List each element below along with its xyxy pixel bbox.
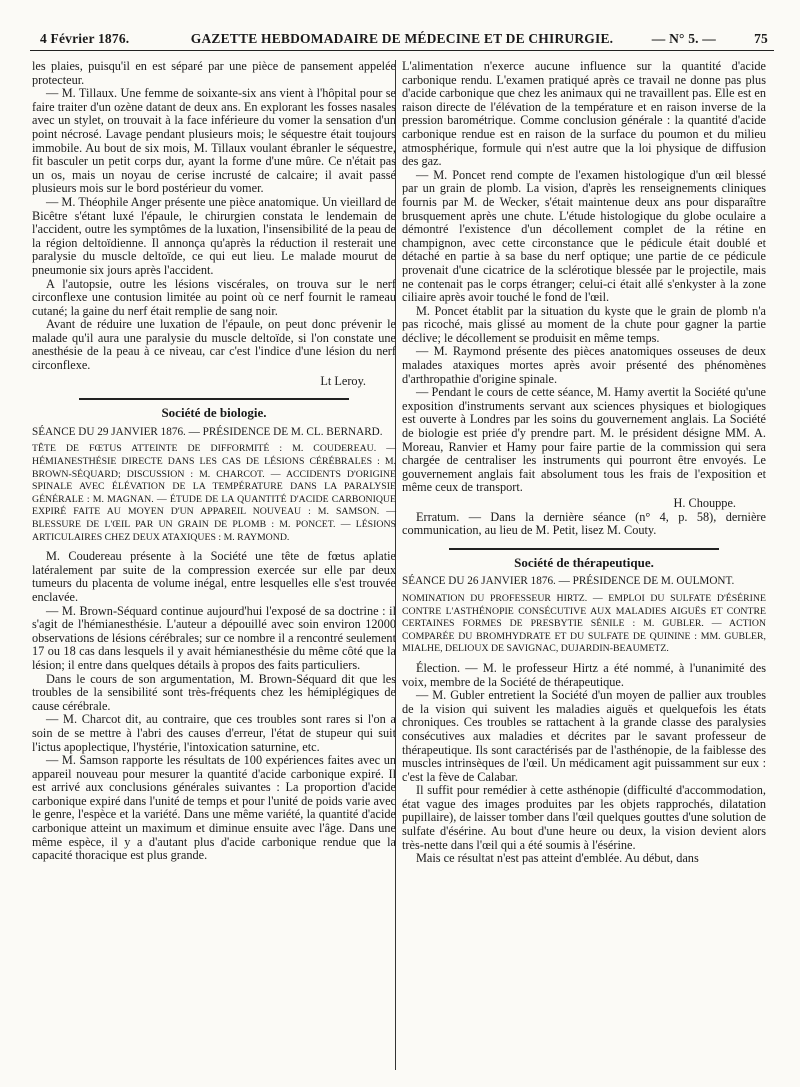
paragraph: Avant de réduire une luxation de l'épaule, on peut donc prévenir le malade qu'il aura une paralysie du muscle deltoïde, si l'on constate une anesthésie de la peau à ce niveau, car c'est l'indice d'une lésion du nerf circonflexe. [32,317,396,373]
paragraph: — M. Théophile Anger présente une pièce anatomique. Un vieillard de Bicêtre s'étant luxé l'épaule, le chirurgien constata le lendemain de l'accident, outre les symptômes de la luxation, l'insensibilité de la peau de la région deltoïdienne. Il annonça qu'après la réduction il resterait une paralysie du muscle deltoïde, ce qui eut lieu. Le malade mourut de pneumonie six jours après l'accident. [32,194,396,277]
left-column [32,60,396,863]
author-signature: Lt Leroy. [320,373,366,388]
paragraph: — M. Tillaux. Une femme de soixante-six ans vient à l'hôpital pour se faire traiter d'un ozène datant de deux ans. En explorant les fosses nasales avec un stylet, on trouvait à la face inférieure du vomer la sensation d'un point nécrosé. Lavage pendant plusieurs mois; le séquestre était toujours immobile. Au bout de six mois, M. Tillaux voulant ébranler le séquestre, fit basculer un petit corps dur, ayant la forme d'une mûre. Ce n'était pas un os, mais un noyau de cerise incrusté de calcaire; il avait passé plusieurs mois sur le bord postérieur du vomer. [32,86,396,196]
paragraph: Il suffit pour remédier à cette asthénopie (difficulté d'accommodation, état vague des images produites par les objets rapprochés, dilatation pupillaire), de laisser tomber dans l'œil quelques gouttes d'une solution de sulfate d'ésérine. Au bout d'une heure ou deux, la vision devient alors très-nette dans l'œil qui a été soumis à l'ésérine. [402,783,766,852]
right-column [402,60,766,866]
author-signature: H. Chouppe. [673,496,736,510]
issue-number: — N° 5. — [651,31,716,46]
section-rule [449,548,719,550]
paragraph: — M. Charcot dit, au contraire, que ces troubles sont rares si l'on a soin de se mettre à l'abri des causes d'erreur, l'état de stupeur qui suit l'ictus apoplectique, l'hystérie, l'intoxication saturnine, etc. [32,712,396,754]
paragraph: — M. Gubler entretient la Société d'un moyen de pallier aux troubles de la vision qui suivent les maladies aiguës et quelquefois les états chroniques. Ces troubles se rattachent à la grande classe des paralysies consécutives aux maladies et décrites par le savant professeur de thérapeutique. Ils sont caractérisés par de l'asthénopie, de la faiblesse des muscles intrinsèques de l'œil. Un médicament agit puissamment sur eux : c'est la fève de Calabar. [402,688,766,784]
session-line: SÉANCE DU 26 JANVIER 1876. — PRÉSIDENCE DE M. OULMONT. [402,575,735,588]
section-title: Société de biologie. [161,405,267,421]
session-line: SÉANCE DU 29 JANVIER 1876. — PRÉSIDENCE DE M. CL. BERNARD. [32,425,383,438]
session-summary: TÊTE DE FŒTUS ATTEINTE DE DIFFORMITÉ : M. COUDEREAU. — HÉMIANESTHÉSIE DIRECTE DANS LES CAS DE LÉSIONS CÉRÉBRALES : M. BROWN-SÉQUARD; DISCUSSION : M. CHARCOT. — ACCIDENTS D'ORIGINE SPINALE AVEC ÉLÉVATION DE LA TEMPÉRATURE DANS LA PARALYSIE GÉNÉRALE : M. MAGNAN. — ÉTUDE DE LA QUANTITÉ D'ACIDE CARBONIQUE EXPIRÉ FAITE AU MOYEN D'UN APPAREIL NOUVEAU : M. SAMSON. — BLESSURE DE L'ŒIL PAR UN GRAIN DE PLOMB : M. PONCET. — LÉSIONS ARTICULAIRES CHEZ DEUX ATAXIQUES : M. RAYMOND. [32,443,396,543]
paragraph: M. Poncet établit par la situation du kyste que le grain de plomb n'a pas ricoché, mais glissé au moment de la chute pour gagner la partie déclive; le décollement se produisit en même temps. [402,303,766,345]
paragraph: les plaies, puisqu'il en est séparé par une pièce de pansement appelée protecteur. [32,59,396,87]
paragraph: Élection. — M. le professeur Hirtz a été nommé, à l'unanimité des voix, membre de la Société de thérapeutique. [402,660,766,689]
paragraph: Mais ce résultat n'est pas atteint d'emblée. Au début, dans [416,851,699,866]
section-title: Société de thérapeutique. [514,554,654,570]
paragraph: — M. Raymond présente des pièces anatomiques osseuses de deux malades ataxiques mortes après avoir présenté des phénomènes d'arthropathie d'origine spinale. [402,344,766,386]
paragraph: A l'autopsie, outre les lésions viscérales, on trouva sur le nerf circonflexe une contusion limitée au point où ce nerf fournit le rameau cutané; la gaine du nerf était remplie de sang noir. [32,276,396,318]
paragraph: — Pendant le cours de cette séance, M. Hamy avertit la Société qu'une exposition d'instruments servant aux sciences physiques et biologiques est ouverte à Londres par les soins du gouvernement anglais. La Société de biologie est priée d'y prendre part. M. le président désigne MM. A. Moreau, Ranvier et Hamy pour faire partie de la commission qui sera chargée de centraliser les instruments qui pourront être envoyés. Le gouvernement anglais fait absolument tous les frais de l'exposition et même ceux de transport. [402,385,766,495]
paragraph: — M. Samson rapporte les résultats de 100 expériences faites avec un appareil nouveau pour mesurer la quantité d'acide carbonique expiré. Il est arrivé aux conclusions générales suivantes : La proportion d'acide carbonique expiré dans l'unité de temps et pour l'unité de poids varie avec le genre, l'espèce et la variété. Dans une même variété, la quantité d'acide carbonique atteint un maximum et diminue ensuite avec l'âge. Dans une même espèce, il y a d'autant plus d'acide carbonique rendue que la capacité thoracique est plus grande. [32,753,396,863]
paragraph: Dans le cours de son argumentation, M. Brown-Séquard dit que les troubles de la sensibilité sont très-fréquents chez les hémiplégiques de cause cérébrale. [32,671,396,713]
journal-title: GAZETTE HEBDOMADAIRE DE MÉDECINE ET DE CHIRURGIE. [190,31,614,46]
paragraph: — M. Brown-Séquard continue aujourd'hui l'exposé de sa doctrine : il s'agit de l'hémianesthésie. L'auteur a dépouillé avec soin environ 12000 observations de lésions cérébrales; sur ce nombre il a rencontré seulement 17 ou 18 cas dans lesquels il y avait hémianesthésie du même côté que la lésion; il entre dans quelques détails à propos des faits particuliers. [32,603,396,672]
session-summary: NOMINATION DU PROFESSEUR HIRTZ. — EMPLOI DU SULFATE D'ÉSÉRINE CONTRE L'ASTHÉNOPIE CONSÉCUTIVE AUX MALADIES AIGUËS ET CONTRE CERTAINES FORMES DE PRESBYTIE SÉNILE : M. GUBLER. — ACTION COMPARÉE DU BROMHYDRATE ET DU SULFATE DE QUININE : MM. GUBLER, MIALHE, DELIOUX DE SAVIGNAC, DUJARDIN-BEAUMETZ. [402,592,766,655]
erratum: Erratum. — Dans la dernière séance (n° 4, p. 58), dernière communication, au lieu de M. Petit, lisez M. Couty. [402,509,766,538]
page-header [30,28,774,51]
paragraph: M. Coudereau présente à la Société une tête de fœtus aplatie latéralement par suite de la compression exercée sur elle par deux tumeurs du placenta de volume inégal, entre lesquelles elle s'est trouvée enclavée. [32,549,396,604]
section-rule [79,398,349,400]
page-number: 75 [754,31,768,46]
issue-date: 4 Février 1876. [40,31,130,46]
paragraph: L'alimentation n'exerce aucune influence sur la quantité d'acide carbonique rendu. L'examen pratiqué après ce travail ne donne pas plus d'acide carbonique que chez les animaux qui ne travaillent pas. Elle est en raison directe de l'élévation de la température et en raison inverse de la pression barométrique. Comme conclusion générale : la quantité d'acide carbonique rendue est en raison de la surface du poumon et du milieu atmosphérique, formule qui n'est autre que la loi physique de diffusion des gaz. [402,59,766,169]
paragraph: — M. Poncet rend compte de l'examen histologique d'un œil blessé par un grain de plomb. La vision, d'après les renseignements cliniques fournis par M. de Wecker, s'était maintenue deux ans pour disparaître brusquement après une chute. L'étude histologique du globe oculaire a démontré l'existence d'un décollement complet de la rétine en champignon, avec cette circonstance que le pédicule était doublé et détaché en partie à sa base du nerf optique; une partie de ce pédicule provenait d'une cicatrice de la sclérotique blessée par le projectile, mais ne contenait pas le corps étranger; celui-ci était allé s'enkyster à la zone ciliaire après avoir touché le fond de l'œil. [402,167,766,305]
